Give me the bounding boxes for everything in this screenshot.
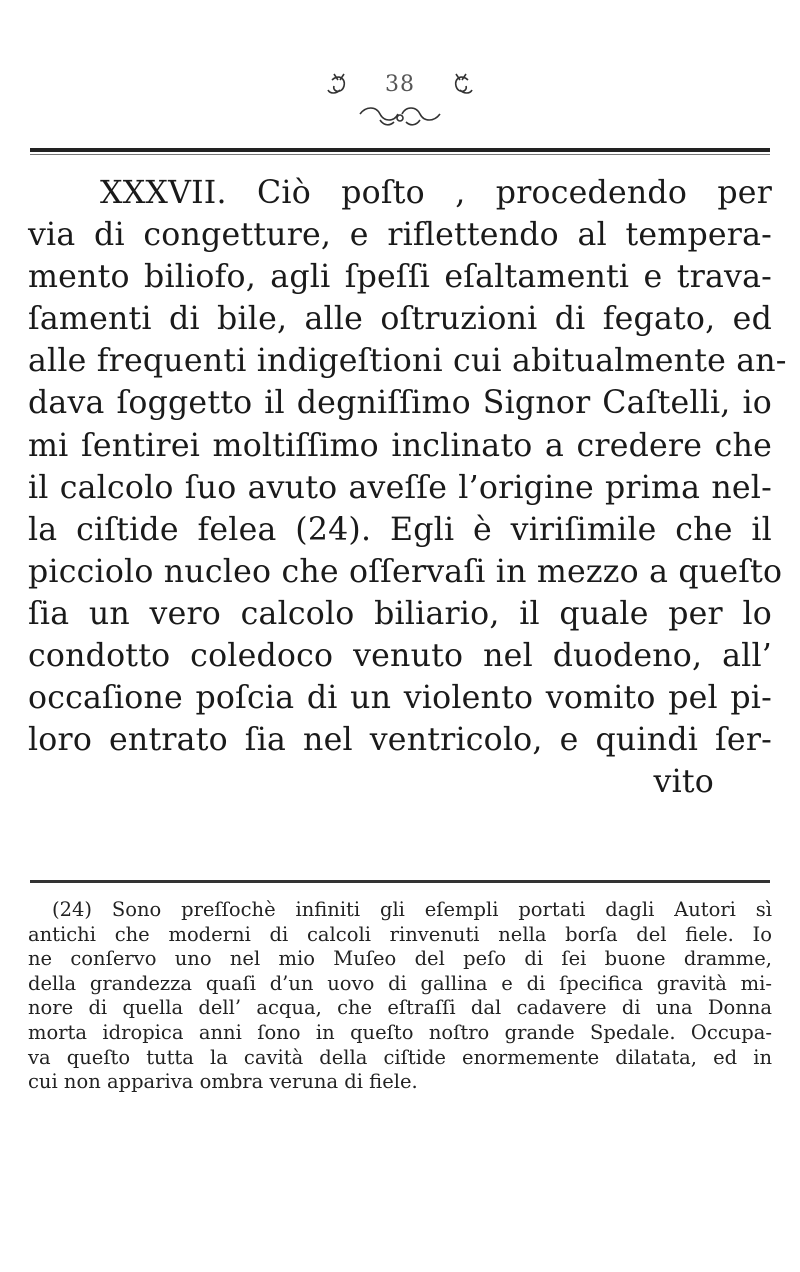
text-line: dava ſoggetto il degniſſimo Signor Caſtelli, io bbox=[28, 385, 772, 422]
text-line: ſia un vero calcolo biliario, il quale per lo bbox=[28, 595, 772, 632]
catchword: vito bbox=[653, 764, 714, 801]
footnote-rule bbox=[30, 880, 770, 883]
footnote bbox=[28, 898, 772, 1095]
text-line: picciolo nucleo che oſſervaſi in mezzo a queſto bbox=[28, 553, 783, 590]
footnote-line: cui non appariva ombra veruna di fiele. bbox=[28, 1070, 418, 1094]
text-line: XXXVII. Ciò poſto , procedendo per bbox=[100, 175, 772, 211]
text-line: loro entrato ſia nel ventricolo, e quindi ſer- bbox=[28, 722, 772, 759]
footnote-line: va queſto tutta la cavità della ciſtide enormemente dilatata, ed in bbox=[28, 1045, 772, 1069]
text-line: la ciſtide felea (24). Egli è viriſimile che il bbox=[28, 511, 772, 548]
page-header bbox=[0, 70, 800, 140]
text-line: mi ſentirei moltiſſimo inclinato a credere che bbox=[28, 427, 772, 464]
footnote-line: morta idropica anni ſono in queſto noſtro grande Spedale. Occupa- bbox=[28, 1020, 772, 1044]
text-line: alle frequenti indigeſtioni cui abitualmente an- bbox=[28, 343, 787, 380]
footnote-line: (24) Sono preſſochè infiniti gli eſempli portati dagli Autori sì bbox=[52, 898, 772, 921]
text-line: ſamenti di bile, alle oſtruzioni di fegato, ed bbox=[28, 301, 772, 338]
footnote-line: nore di quella dell’ acqua, che eſtraſſi dal cadavere di una Donna bbox=[28, 996, 772, 1020]
footnote-line: antichi che moderni di calcoli rinvenuti nella borſa del fiele. Io bbox=[28, 922, 772, 946]
text-line: occaſione poſcia di un violento vomito pel pi- bbox=[28, 680, 772, 717]
footnote-line: della grandezza quaſi d’un uovo di gallina e di ſpecifica gravità mi- bbox=[28, 971, 772, 995]
page-number: 38 bbox=[385, 72, 415, 97]
top-rule bbox=[30, 148, 770, 152]
text-line: mento biliofo, agli ſpeſſi eſaltamenti e trava- bbox=[28, 259, 772, 296]
text-line: il calcolo ſuo avuto aveſſe l’origine prima nel- bbox=[28, 469, 772, 506]
top-rule-thin bbox=[30, 154, 770, 155]
text-line: condotto coledoco venuto nel duodeno, all’ bbox=[28, 638, 772, 675]
footnote-line: ne conſervo uno nel mio Muſeo del peſo di ſei buone dramme, bbox=[28, 947, 772, 971]
main-text bbox=[28, 172, 787, 803]
text-line: via di congetture, e riflettendo al tempera- bbox=[28, 217, 772, 254]
